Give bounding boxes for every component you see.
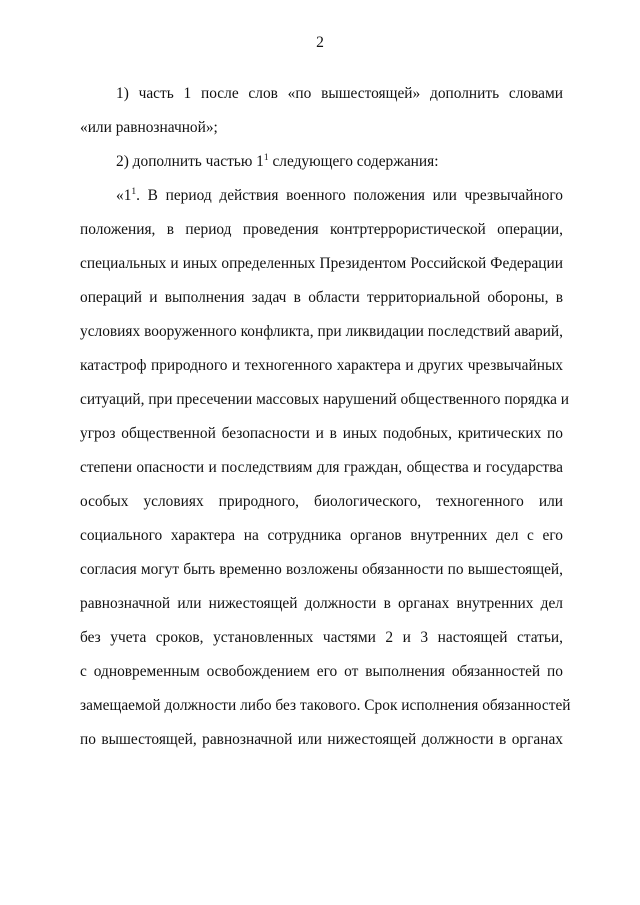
- quoted-part-line: катастроф природного и техногенного характера и других чрезвычайных: [80, 357, 563, 374]
- amendment-item-1-line-1: 1) часть 1 после слов «по вышестоящей» дополнить словами: [116, 85, 563, 102]
- amendment-item-2-suffix: следующего содержания:: [268, 153, 439, 170]
- quoted-part-line: степени опасности и последствиям для граждан, общества и государства: [80, 459, 563, 476]
- quoted-part-line: равнозначной или нижестоящей должности в органах внутренних дел: [80, 595, 563, 612]
- quoted-part-line: с одновременным освобождением его от выполнения обязанностей по: [80, 663, 563, 680]
- quoted-part-line: особых условиях природного, биологического, техногенного или: [80, 493, 563, 510]
- quoted-part-line: специальных и иных определенных Президентом Российской Федерации: [80, 255, 563, 272]
- quoted-part-line: угроз общественной безопасности и в иных подобных, критических по: [80, 425, 563, 442]
- amendment-item-2: [116, 152, 439, 172]
- amendment-item-2-prefix: 2) дополнить частью 1: [116, 153, 264, 170]
- quoted-part-superscript: 1: [131, 187, 137, 197]
- quoted-part-line: положения, в период проведения контртеррористической операции,: [80, 221, 563, 238]
- quoted-part-line: без учета сроков, установленных частями 2 и 3 настоящей статьи,: [80, 629, 563, 646]
- quoted-part-line: ситуаций, при пресечении массовых нарушений общественного порядка и: [80, 391, 570, 408]
- quoted-part-line: по вышестоящей, равнозначной или нижестоящей должности в органах: [80, 731, 563, 748]
- quoted-part-line: операций и выполнения задач в области территориальной обороны, в: [80, 289, 563, 306]
- quoted-part-prefix: «1: [116, 187, 132, 204]
- page-number: 2: [316, 34, 324, 51]
- amendment-item-2-superscript: 1: [263, 153, 269, 163]
- quoted-part-line: социального характера на сотрудника органов внутренних дел с его: [80, 527, 563, 544]
- quoted-part-first-line: [116, 186, 563, 206]
- quoted-part-line: замещаемой должности либо без такового. Срок исполнения обязанностей: [80, 697, 571, 714]
- quoted-part-line: согласия могут быть временно возложены обязанности по вышестоящей,: [80, 561, 563, 578]
- quoted-part-first-line-text: . В период действия военного положения или чрезвычайного: [136, 187, 563, 204]
- amendment-item-1-line-2: «или равнозначной»;: [80, 119, 218, 136]
- quoted-part-line: условиях вооруженного конфликта, при ликвидации последствий аварий,: [80, 323, 563, 340]
